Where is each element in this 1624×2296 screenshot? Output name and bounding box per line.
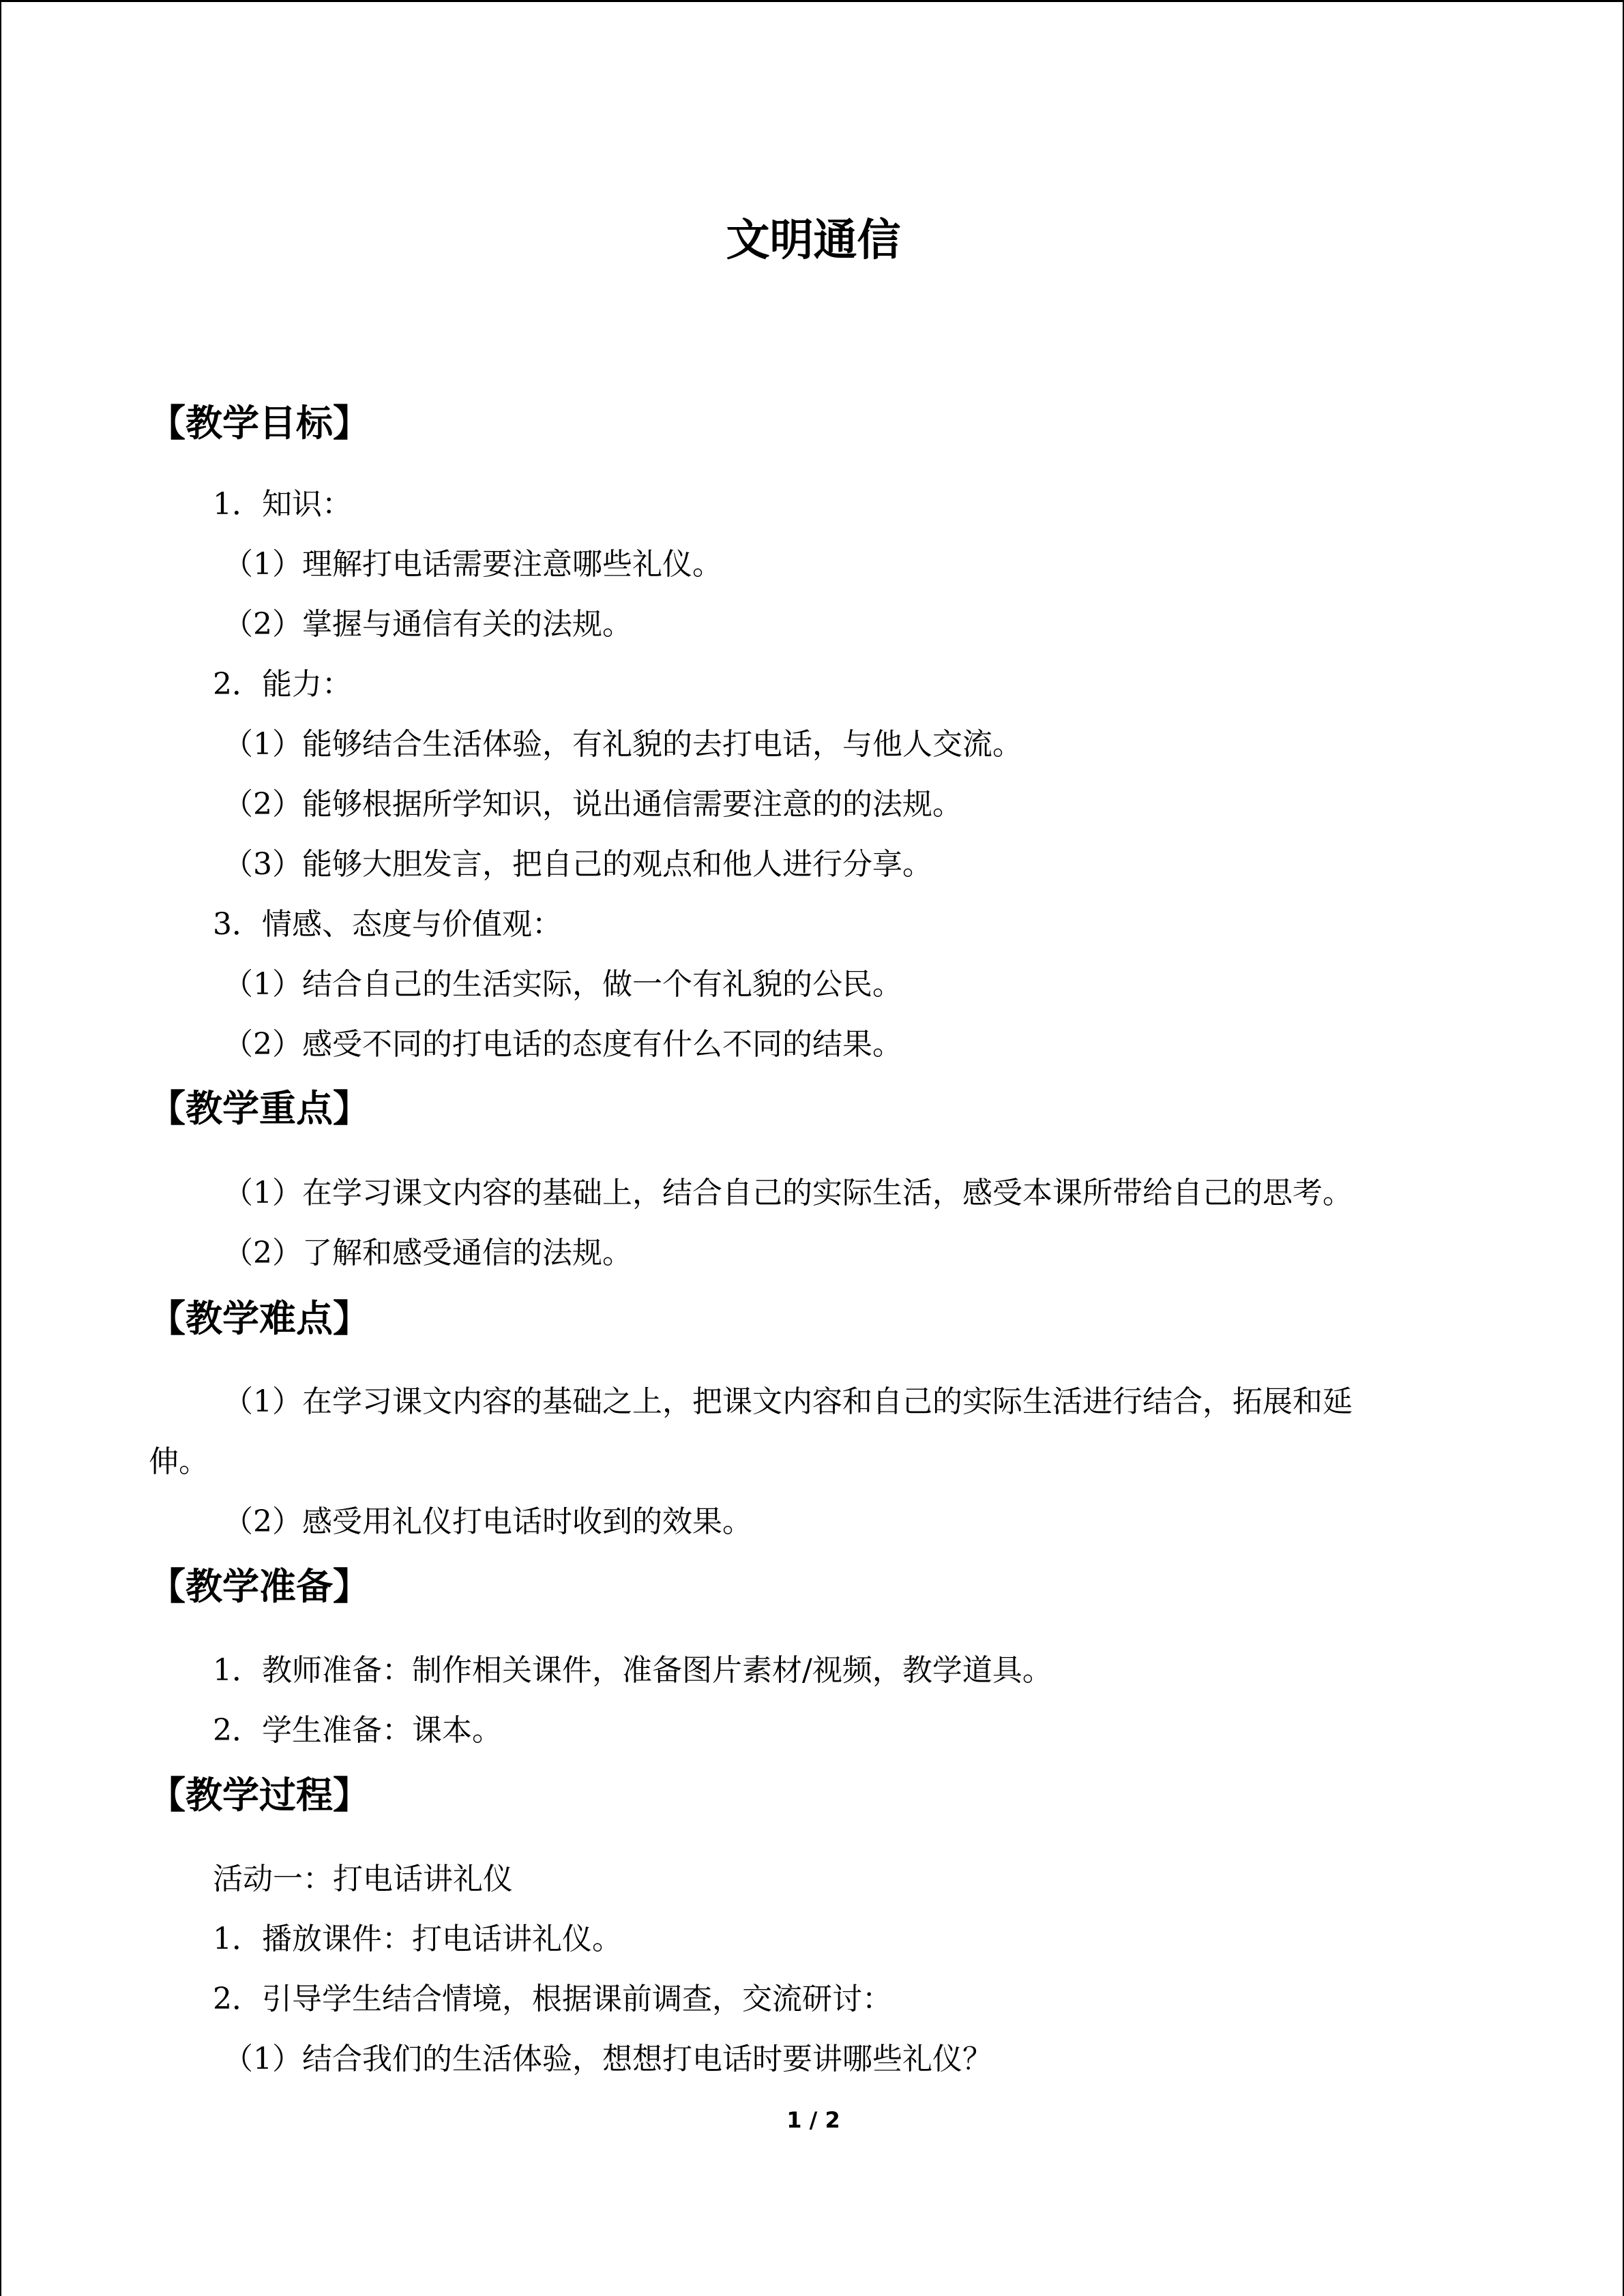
objective-emotion: 3．情感、态度与价值观： xyxy=(213,907,562,942)
heading-key-points: 【教学重点】 xyxy=(149,1087,370,1130)
difficulty-2: （2）感受用礼仪打电话时收到的效果。 xyxy=(223,1504,752,1539)
preparation-2: 2．学生准备：课本。 xyxy=(213,1713,502,1748)
objective-knowledge-1: （1）理解打电话需要注意哪些礼仪。 xyxy=(223,547,722,582)
objective-ability-2: （2）能够根据所学知识，说出通信需要注意的的法规。 xyxy=(223,787,962,822)
objective-emotion-1: （1）结合自己的生活实际，做一个有礼貌的公民。 xyxy=(223,967,902,1002)
heading-difficulties: 【教学难点】 xyxy=(149,1297,370,1340)
objective-ability: 2．能力： xyxy=(213,667,352,702)
difficulty-1-line-1: （1）在学习课文内容的基础之上，把课文内容和自己的实际生活进行结合，拓展和延 xyxy=(223,1384,1353,1419)
process-activity: 活动一：打电话讲礼仪 xyxy=(213,1862,513,1896)
process-question-1: （1）结合我们的生活体验，想想打电话时要讲哪些礼仪？ xyxy=(223,2042,992,2076)
document-title: 文明通信 xyxy=(726,215,901,266)
objective-ability-3: （3）能够大胆发言，把自己的观点和他人进行分享。 xyxy=(223,847,932,882)
heading-objectives: 【教学目标】 xyxy=(149,402,370,445)
key-point-2: （2）了解和感受通信的法规。 xyxy=(223,1236,632,1270)
difficulty-1-line-2: 伸。 xyxy=(149,1444,209,1479)
key-point-1: （1）在学习课文内容的基础上，结合自己的实际生活，感受本课所带给自己的思考。 xyxy=(223,1176,1353,1210)
objective-knowledge: 1．知识： xyxy=(213,487,352,522)
heading-preparation: 【教学准备】 xyxy=(149,1565,370,1608)
process-step-1: 1．播放课件：打电话讲礼仪。 xyxy=(213,1922,622,1956)
objective-ability-1: （1）能够结合生活体验，有礼貌的去打电话，与他人交流。 xyxy=(223,727,1022,762)
objective-emotion-2: （2）感受不同的打电话的态度有什么不同的结果。 xyxy=(223,1027,902,1062)
heading-process: 【教学过程】 xyxy=(149,1774,370,1817)
process-step-2: 2．引导学生结合情境，根据课前调查，交流研讨： xyxy=(213,1982,892,2016)
objective-knowledge-2: （2）掌握与通信有关的法规。 xyxy=(223,607,632,642)
preparation-1: 1．教师准备：制作相关课件，准备图片素材/视频，教学道具。 xyxy=(213,1653,1052,1688)
page-number: 1 / 2 xyxy=(786,2107,840,2133)
